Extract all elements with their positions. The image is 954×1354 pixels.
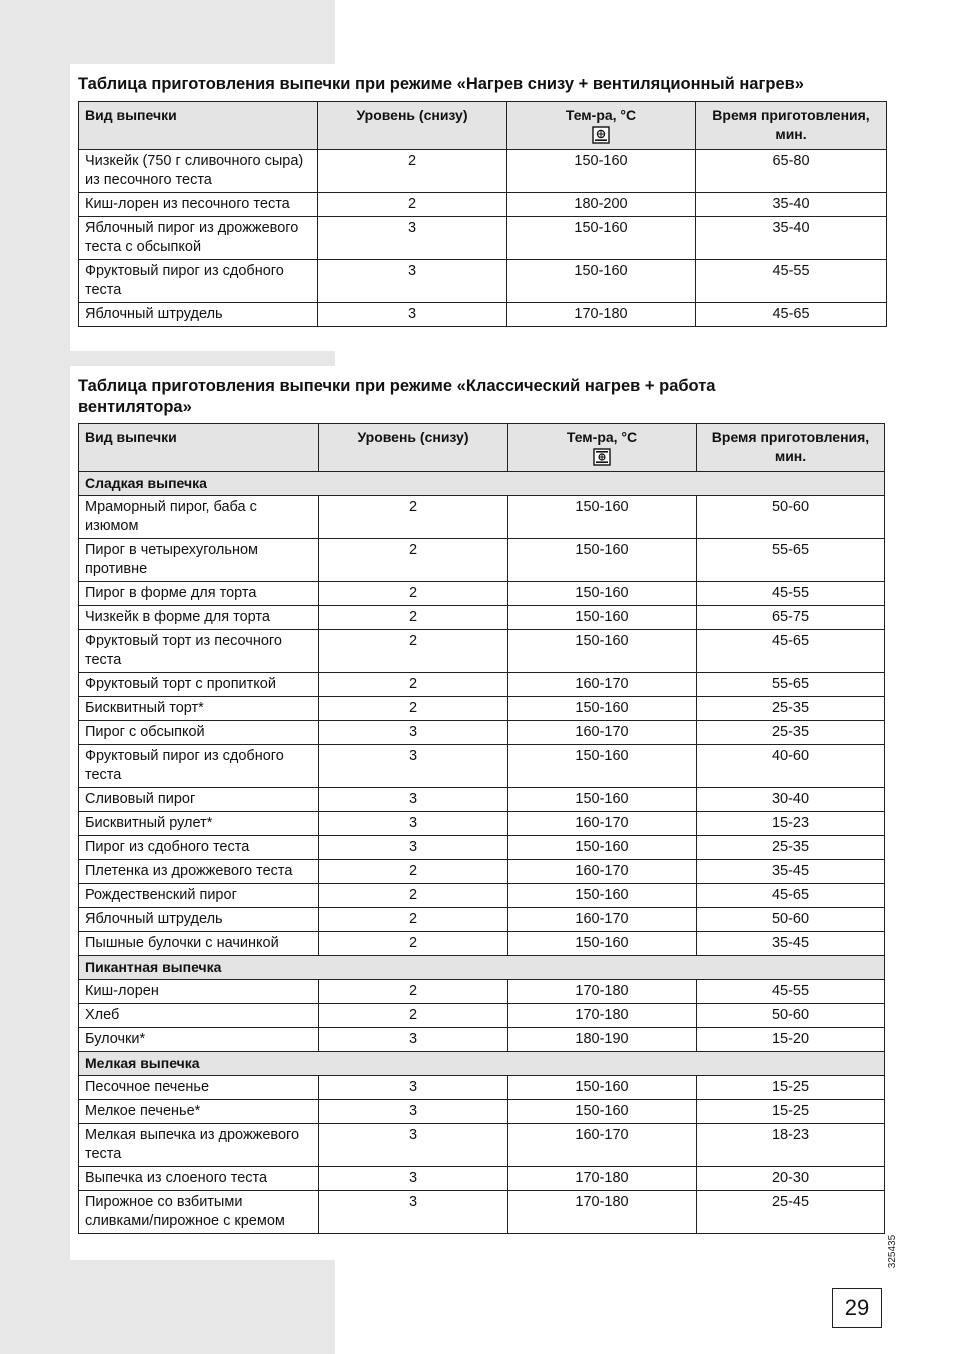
cell-type: Плетенка из дрожжевого теста [79,860,319,884]
table-row [79,630,885,673]
cell-temp: 170-180 [508,1004,697,1028]
cell-temp: 160-170 [508,721,697,745]
cell-temp: 150-160 [508,884,697,908]
cell-temp: 160-170 [508,1124,697,1167]
section-label: Мелкая выпечка [79,1052,885,1076]
section-row [79,1052,885,1076]
cell-level: 3 [319,1167,508,1191]
cell-time: 45-55 [696,260,887,303]
cell-time: 50-60 [697,1004,885,1028]
cell-level: 2 [319,980,508,1004]
cell-type: Пирожное со взбитыми сливками/пирожное с кремом [79,1191,319,1234]
header-temp [508,424,697,472]
table1 [78,101,887,327]
header-level: Уровень (снизу) [319,424,508,472]
cell-temp: 160-170 [508,673,697,697]
cell-level: 2 [319,697,508,721]
cell-level: 2 [319,630,508,673]
cell-time: 20-30 [697,1167,885,1191]
cell-temp: 150-160 [508,539,697,582]
cell-time: 50-60 [697,496,885,539]
header-temp-label: Тем-ра, °C [566,429,638,445]
cell-time: 45-65 [697,630,885,673]
cell-type: Песочное печенье [79,1076,319,1100]
table-row [79,1124,885,1167]
table-row [79,697,885,721]
cell-time: 25-45 [697,1191,885,1234]
cell-type: Пирог из сдобного теста [79,836,319,860]
cell-time: 15-23 [697,812,885,836]
table-row [79,745,885,788]
cell-type: Киш-лорен [79,980,319,1004]
cell-type: Сливовый пирог [79,788,319,812]
table-row [79,217,887,260]
cell-level: 2 [319,496,508,539]
cell-time: 15-25 [697,1100,885,1124]
cell-temp: 150-160 [508,1100,697,1124]
cell-type: Фруктовый торт с пропиткой [79,673,319,697]
cell-level: 3 [319,721,508,745]
cell-time: 35-45 [697,932,885,956]
cell-time: 55-65 [697,673,885,697]
table-row [79,932,885,956]
cell-level: 3 [319,788,508,812]
cell-time: 25-35 [697,721,885,745]
cell-type: Бисквитный рулет* [79,812,319,836]
cell-time: 15-20 [697,1028,885,1052]
cell-type: Яблочный штрудель [79,303,318,327]
table-row [79,980,885,1004]
section-label: Сладкая выпечка [79,472,885,496]
table-row [79,150,887,193]
cell-type: Хлеб [79,1004,319,1028]
header-type: Вид выпечки [79,424,319,472]
cell-time: 65-75 [697,606,885,630]
cell-type: Бисквитный торт* [79,697,319,721]
table-row [79,303,887,327]
table-row [79,1167,885,1191]
table-row [79,260,887,303]
cell-time: 25-35 [697,836,885,860]
cell-level: 2 [319,606,508,630]
table-row [79,884,885,908]
cell-level: 3 [319,812,508,836]
cell-type: Мраморный пирог, баба с изюмом [79,496,319,539]
cell-type: Киш-лорен из песочного теста [79,193,318,217]
cell-level: 2 [319,673,508,697]
header-level: Уровень (снизу) [318,102,507,150]
section-row [79,956,885,980]
cell-level: 3 [319,836,508,860]
cell-level: 2 [318,150,507,193]
cell-temp: 150-160 [508,1076,697,1100]
table-row [79,1191,885,1234]
cell-type: Пирог в форме для торта [79,582,319,606]
cell-temp: 160-170 [508,860,697,884]
table-row [79,539,885,582]
cell-type: Булочки* [79,1028,319,1052]
cell-type: Фруктовый торт из песочного теста [79,630,319,673]
cell-level: 2 [319,884,508,908]
cell-temp: 150-160 [508,745,697,788]
cell-temp: 150-160 [507,217,696,260]
table-row [79,673,885,697]
cell-level: 2 [319,1004,508,1028]
cell-type: Яблочный пирог из дрожжевого теста с обсыпкой [79,217,318,260]
cell-time: 18-23 [697,1124,885,1167]
cell-level: 3 [318,260,507,303]
table-row [79,788,885,812]
table-row [79,812,885,836]
cell-level: 3 [318,217,507,260]
cell-level: 2 [319,582,508,606]
table-row [79,496,885,539]
cell-type: Фруктовый пирог из сдобного теста [79,260,318,303]
cell-level: 3 [318,303,507,327]
cell-temp: 170-180 [508,1167,697,1191]
cell-level: 3 [319,1076,508,1100]
cell-temp: 150-160 [508,496,697,539]
cell-time: 35-40 [696,193,887,217]
header-type: Вид выпечки [79,102,318,150]
header-temp [507,102,696,150]
cell-time: 40-60 [697,745,885,788]
cell-temp: 170-180 [508,980,697,1004]
table1-title: Таблица приготовления выпечки при режиме «Нагрев снизу + вентиляционный нагрев» [78,75,804,93]
cell-type: Пышные булочки с начинкой [79,932,319,956]
cell-time: 55-65 [697,539,885,582]
cell-time: 15-25 [697,1076,885,1100]
cell-type: Выпечка из слоеного теста [79,1167,319,1191]
cell-time: 35-45 [697,860,885,884]
cell-temp: 180-190 [508,1028,697,1052]
cell-temp: 150-160 [508,582,697,606]
section-label: Пикантная выпечка [79,956,885,980]
cell-temp: 150-160 [507,150,696,193]
cell-level: 2 [319,860,508,884]
cell-temp: 160-170 [508,908,697,932]
cell-temp: 170-180 [507,303,696,327]
document-code: 325435 [887,1234,899,1269]
table-row [79,721,885,745]
cell-type: Чизкейк (750 г сливочного сыра) из песочного теста [79,150,318,193]
cell-time: 30-40 [697,788,885,812]
cell-temp: 150-160 [508,606,697,630]
cell-level: 2 [319,932,508,956]
section-row [79,472,885,496]
cell-time: 65-80 [696,150,887,193]
cell-type: Пирог с обсыпкой [79,721,319,745]
cell-type: Мелкая выпечка из дрожжевого теста [79,1124,319,1167]
top-bottom-heat-fan-icon [593,448,611,466]
cell-time: 45-55 [697,582,885,606]
page-number: 29 [832,1288,882,1328]
cell-temp: 150-160 [508,630,697,673]
table1-header-row [79,102,887,150]
table-row [79,1004,885,1028]
cell-type: Рождественский пирог [79,884,319,908]
cell-level: 3 [319,745,508,788]
cell-temp: 150-160 [508,788,697,812]
cell-level: 3 [319,1191,508,1234]
bottom-heat-fan-icon [592,126,610,144]
table-row [79,193,887,217]
cell-type: Мелкое печенье* [79,1100,319,1124]
cell-level: 2 [319,539,508,582]
header-temp-label: Тем-ра, °C [565,107,637,123]
table2-header-row [79,424,885,472]
cell-time: 45-65 [697,884,885,908]
cell-temp: 150-160 [508,932,697,956]
header-time: Время приготовления, мин. [696,102,887,150]
table-row [79,606,885,630]
cell-time: 45-55 [697,980,885,1004]
cell-temp: 150-160 [508,697,697,721]
table2 [78,423,885,1234]
header-time: Время приготовления, мин. [697,424,885,472]
table2-title: Таблица приготовления выпечки при режиме «Классический нагрев + работа вентилятора» [78,377,716,416]
cell-time: 50-60 [697,908,885,932]
cell-time: 45-65 [696,303,887,327]
cell-level: 2 [318,193,507,217]
table-row [79,582,885,606]
cell-level: 2 [319,908,508,932]
cell-type: Яблочный штрудель [79,908,319,932]
table-row [79,1076,885,1100]
cell-temp: 160-170 [508,812,697,836]
cell-time: 25-35 [697,697,885,721]
table-row [79,1100,885,1124]
cell-temp: 150-160 [508,836,697,860]
cell-level: 3 [319,1028,508,1052]
cell-level: 3 [319,1100,508,1124]
table-row [79,860,885,884]
table-row [79,908,885,932]
cell-level: 3 [319,1124,508,1167]
cell-time: 35-40 [696,217,887,260]
cell-type: Фруктовый пирог из сдобного теста [79,745,319,788]
cell-temp: 170-180 [508,1191,697,1234]
cell-type: Чизкейк в форме для торта [79,606,319,630]
cell-type: Пирог в четырехугольном противне [79,539,319,582]
table-row [79,836,885,860]
cell-temp: 150-160 [507,260,696,303]
cell-temp: 180-200 [507,193,696,217]
table-row [79,1028,885,1052]
